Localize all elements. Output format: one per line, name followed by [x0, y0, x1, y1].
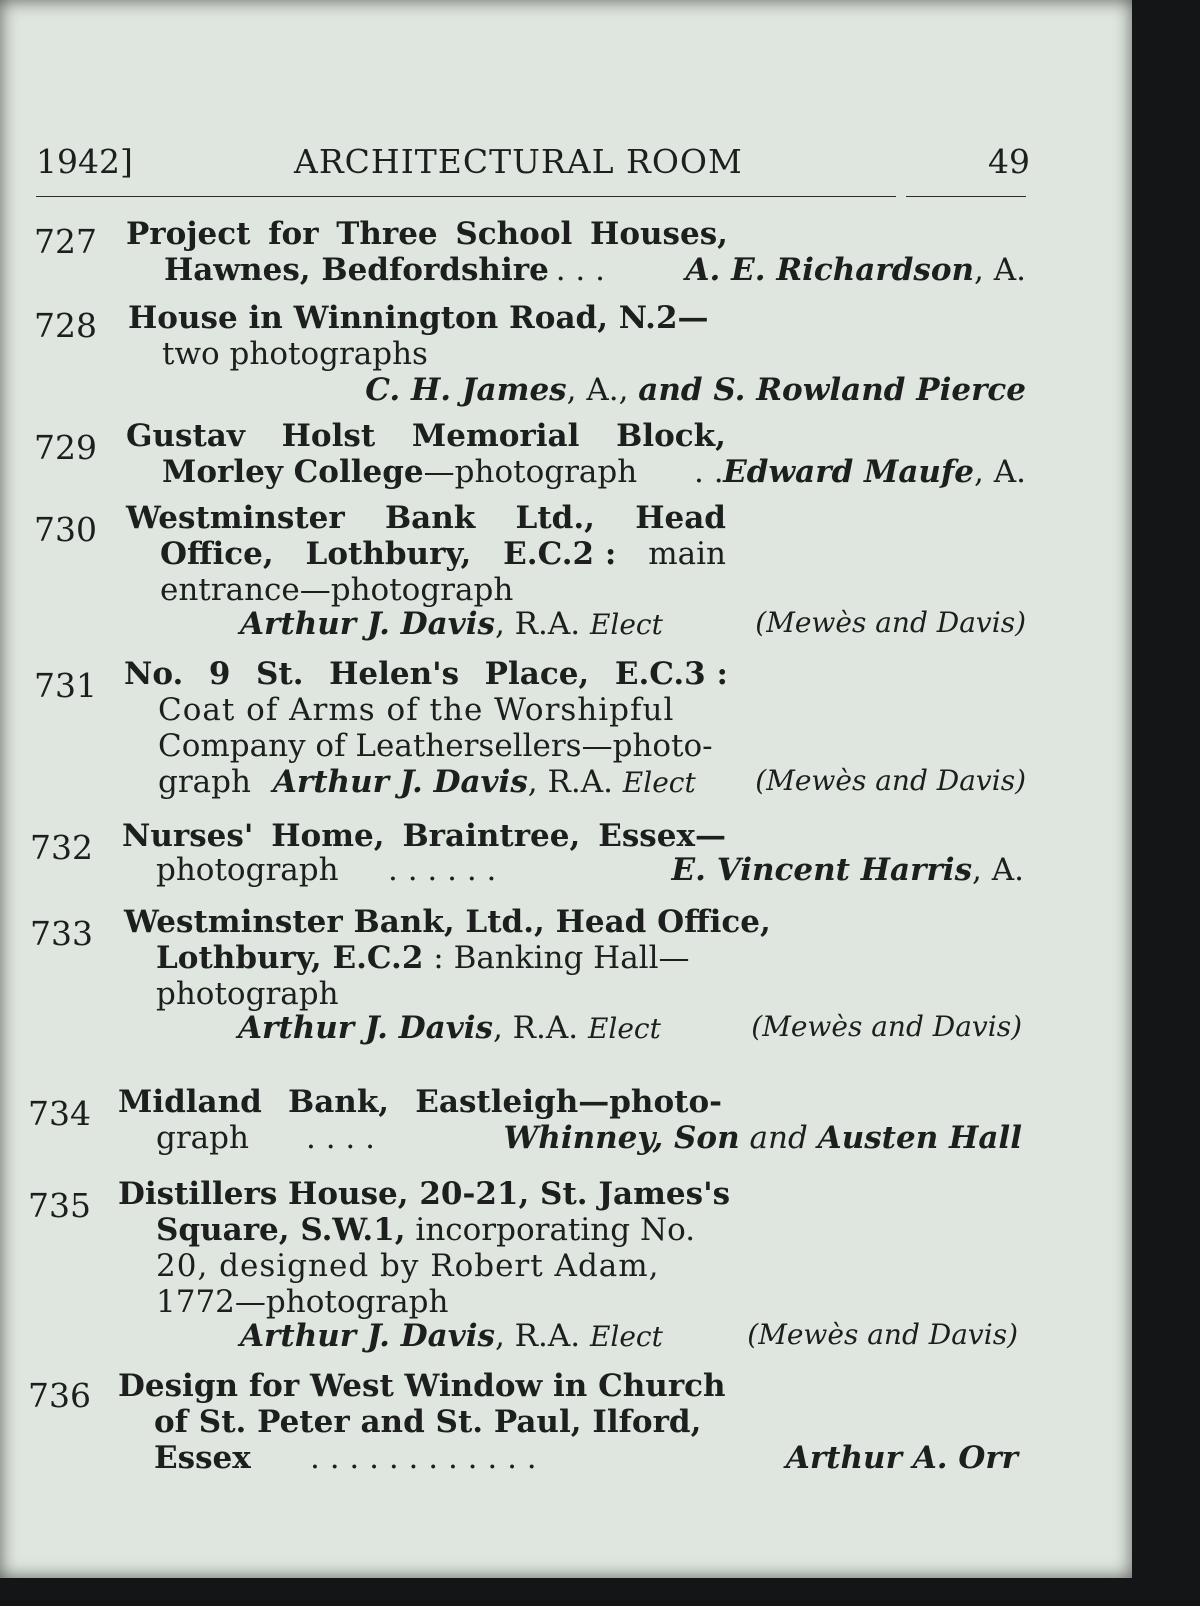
entry-number: 728 — [34, 306, 97, 345]
firm-name: (Mewès and Davis) — [747, 1318, 1018, 1351]
entry-description: entrance—photograph — [160, 572, 514, 608]
entry-title-line-2: Lothbury, E.C.2 : Banking Hall— — [156, 940, 690, 976]
artist-credit: E. Vincent Harris, A. — [671, 852, 1024, 888]
entry-title-continued: Hawnes, Bedfordshire . . . . A. E. Richardson, A. — [164, 252, 1026, 288]
dot-leaders: . . . . . . — [388, 852, 497, 888]
artist-credit: Arthur J. Davis, R.A. Elect (Mewès and Davis) — [240, 1318, 1018, 1354]
entry-description: Essex . . . . . . . . . . . . Arthur A. Orr — [154, 1440, 1018, 1476]
entry-title: Westminster Bank Ltd., Head — [126, 500, 726, 536]
page-header — [36, 142, 1030, 182]
entry-title: Design for West Window in Church — [118, 1368, 726, 1404]
entry-title: Midland Bank, Eastleigh—photo- — [118, 1084, 722, 1120]
entry-description: Company of Leathersellers—photo- — [158, 728, 713, 764]
entry-title: Westminster Bank, Ltd., Head Office, — [124, 904, 771, 940]
artist-credit: C. H. James, A., and S. Rowland Pierce — [365, 372, 1026, 408]
entry-title: Gustav Holst Memorial Block, — [126, 418, 726, 454]
entry-title: No. 9 St. Helen's Place, E.C.3 : — [124, 656, 728, 692]
dot-leaders: . . . . — [306, 1120, 375, 1156]
artist-credit: A. E. Richardson, A. — [685, 252, 1026, 288]
dot-leaders: . . — [694, 454, 724, 490]
artist-credit: Arthur J. Davis, R.A. Elect (Mewès and Davis) — [238, 1010, 1022, 1046]
entry-description: graph . . . . Whinney, Son and Austen Hall — [156, 1120, 1022, 1156]
entry-number: 733 — [30, 914, 93, 953]
artist-credit: Edward Maufe, A. — [723, 454, 1026, 490]
header-rule — [36, 196, 896, 197]
entry-title-continued: Morley College—photograph . . Edward Maufe, A. — [162, 454, 1026, 490]
entry-title: Distillers House, 20-21, St. James's — [118, 1176, 731, 1212]
entry-number: 730 — [34, 510, 97, 549]
entry-description: photograph — [156, 976, 339, 1012]
entry-title-line-2: of St. Peter and St. Paul, Ilford, — [154, 1404, 702, 1440]
artist-credit: Arthur A. Orr — [785, 1440, 1018, 1476]
header-title: ARCHITECTURAL ROOM — [294, 142, 743, 181]
entry-description: 20, designed by Robert Adam, — [156, 1248, 660, 1284]
entry-number: 731 — [34, 666, 97, 705]
entry-title-line-2: Square, S.W.1, incorporating No. — [156, 1212, 696, 1248]
entry-description: photograph . . . . . . E. Vincent Harris, A. — [156, 852, 1024, 888]
entry-number: 734 — [28, 1094, 91, 1133]
firm-name: (Mewès and Davis) — [751, 1010, 1022, 1043]
entry-title: House in Winnington Road, N.2— — [128, 300, 709, 336]
entry-number: 735 — [28, 1186, 91, 1225]
entry-description: 1772—photograph — [156, 1284, 449, 1320]
entry-number: 727 — [34, 222, 97, 261]
firm-name: (Mewès and Davis) — [755, 764, 1026, 797]
dot-leaders: . . . . — [536, 252, 605, 288]
entry-number: 732 — [30, 828, 93, 867]
header-rule-short — [906, 196, 1026, 197]
header-year: 1942] — [36, 142, 133, 181]
artist-credit: Arthur J. Davis, R.A. Elect (Mewès and Davis) — [240, 606, 1026, 642]
entry-description: Coat of Arms of the Worshipful — [158, 692, 675, 728]
dot-leaders: . . . . . . . . . . . . — [310, 1440, 537, 1476]
firm-name: (Mewès and Davis) — [755, 606, 1026, 639]
artist-credit: graph Arthur J. Davis, R.A. Elect (Mewès and Davis) — [158, 764, 1026, 800]
entry-title-line-2: Office, Lothbury, E.C.2 : main — [160, 536, 726, 572]
entry-title: Project for Three School Houses, — [126, 216, 728, 252]
entry-number: 736 — [28, 1376, 91, 1415]
artist-credit: Whinney, Son and Austen Hall — [503, 1120, 1022, 1156]
entry-description: two photographs — [162, 336, 428, 372]
entry-number: 729 — [34, 428, 97, 467]
page-number: 49 — [988, 142, 1030, 181]
entry-title: Nurses' Home, Braintree, Essex— — [122, 818, 726, 854]
